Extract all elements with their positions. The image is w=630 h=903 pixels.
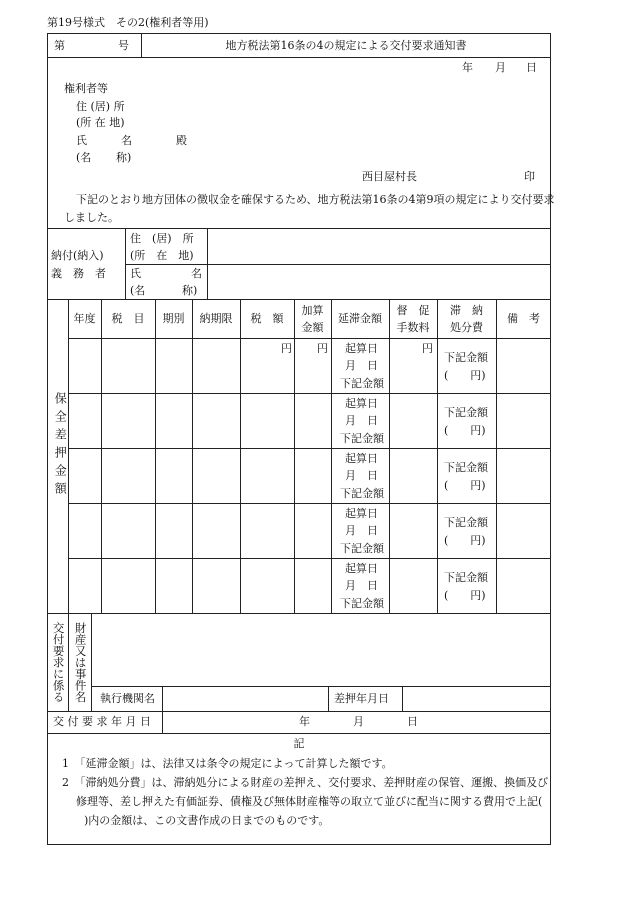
row3-delay-amount: 下記金額 [340,487,384,500]
issuer-seal: 印 [524,170,535,183]
row5-delay-date: 月 日 [345,579,378,592]
row1-delay-date: 月 日 [345,359,378,372]
addressee-name-label-1: 氏 [76,134,87,147]
header-period: 期別 [162,312,185,325]
row1-tax-yen: 円 [281,342,292,355]
row3-disp-yen: ( 円) [444,479,486,492]
taxpayer-divider-2 [207,228,208,299]
row3-delay-start: 起算日 [345,452,378,465]
form-label: 第19号様式 その2(権利者等用) [47,16,209,29]
date-day: 日 [526,61,537,74]
addressee-heading: 権利者等 [64,82,108,95]
taxpayer-mid-line [125,264,551,265]
taxpayer-address-label: 住 (居) 所 [130,232,194,245]
addressee-honorific: 殿 [176,134,187,147]
date-month: 月 [495,61,506,74]
agency-divider-3 [402,686,403,711]
row4-delay-amount: 下記金額 [340,542,384,555]
no-label-dai: 第 [54,39,65,52]
agency-divider-1 [162,686,163,733]
row4-disp-label: 下記金額 [444,516,488,529]
table-col-line-9 [496,299,497,613]
taxpayer-name-label-1: 氏 [130,267,141,280]
addressee-name-label-2: 名 [121,134,132,147]
header-fee-1: 督 促 [396,304,430,317]
row1-add-yen: 円 [317,342,328,355]
header-year: 年度 [73,312,96,325]
row1-delay-amount: 下記金額 [340,377,384,390]
header-due-date: 納期限 [199,312,233,325]
addressee-name-sub-1: (名 [76,151,92,164]
table-bottom-line [47,613,551,614]
header-delay-amount: 延滞金額 [338,312,382,325]
note-item-2-cont-1: 修理等、差し押えた有価証券、債権及び無体財産権等の取立て並びに配当に関する費用で上記( [76,795,543,808]
row5-delay-amount: 下記金額 [340,597,384,610]
header-disposition-2: 処分費 [450,321,483,334]
row2-disp-label: 下記金額 [444,406,488,419]
document-title: 地方税法第16条の4の規定による交付要求通知書 [225,39,467,52]
table-col-line-8 [437,299,438,613]
request-date-label: 交 付 要 求 年 月 日 [53,715,151,728]
taxpayer-divider-1 [125,228,126,299]
table-col-line-3 [192,299,193,613]
row3-disp-label: 下記金額 [444,461,488,474]
property-sub-label: 財産又は事件名 [73,622,88,703]
header-tax-amount: 税 額 [250,312,284,325]
property-divider-2 [91,613,92,711]
header-disposition-1: 滞 納 [450,304,483,317]
taxpayer-name-label-2: 名 [191,267,202,280]
header-fee-2: 手数料 [396,321,430,334]
taxpayer-top-line [47,228,551,229]
row1-fee-yen: 円 [422,342,433,355]
note-item-2: 2 「滞納処分費」は、滞納処分による財産の差押え、交付要求、差押財産の保管、運搬、換価及び [62,776,549,789]
addressee-name-sub-2: 称) [116,151,132,164]
row3-delay-date: 月 日 [345,469,378,482]
request-date-bottom-line [47,733,551,734]
table-row-line-1 [68,393,551,394]
row1-delay-start: 起算日 [345,342,378,355]
seizure-date-label: 差押年月日 [334,692,389,705]
date-year: 年 [462,61,473,74]
agency-label: 執行機関名 [100,692,155,705]
row4-disp-yen: ( 円) [444,534,486,547]
table-col-line-5 [294,299,295,613]
table-col-line-2 [155,299,156,613]
property-side-label: 交付要求に係る [51,622,66,703]
header-additional-1: 加算 [301,304,324,317]
addressee-address-sub: (所 在 地) [76,116,125,129]
request-date-year: 年 [299,715,310,728]
table-side-label: 保全差押金額 [53,392,68,500]
table-row-line-4 [68,558,551,559]
request-date-day: 日 [407,715,418,728]
row2-delay-amount: 下記金額 [340,432,384,445]
taxpayer-name-sub-2: 称) [182,284,198,297]
agency-divider-2 [328,686,329,711]
property-bottom-line [47,711,551,712]
no-label-go: 号 [118,39,129,52]
taxpayer-label-1: 納付(納入) [51,249,104,262]
body-text-line-2: しました。 [64,211,119,224]
row1-disp-label: 下記金額 [444,351,488,364]
table-col-line-1 [101,299,102,613]
table-row-line-3 [68,503,551,504]
table-row-line-2 [68,448,551,449]
header-additional-2: 金額 [301,321,324,334]
row5-delay-start: 起算日 [345,562,378,575]
header-tax-item: 税 目 [111,312,145,325]
header-remarks: 備 考 [507,312,540,325]
row4-delay-start: 起算日 [345,507,378,520]
row5-disp-yen: ( 円) [444,589,486,602]
table-col-line-6 [331,299,332,613]
table-col-line-7 [389,299,390,613]
taxpayer-bottom-line [47,299,551,300]
note-item-2-cont-2: )内の金額は、この文書作成の日までのものです。 [84,814,330,827]
taxpayer-address-sub: (所 在 地) [130,249,194,262]
row5-disp-label: 下記金額 [444,571,488,584]
property-divider-1 [68,613,69,711]
taxpayer-label-2: 義 務 者 [51,267,106,280]
property-agency-line [91,686,551,687]
issuer-mayor: 西目屋村長 [362,170,417,183]
taxpayer-name-sub-1: (名 [130,284,146,297]
row4-delay-date: 月 日 [345,524,378,537]
row2-delay-start: 起算日 [345,397,378,410]
table-header-line [68,338,551,339]
body-text-line-1: 下記のとおり地方団体の徴収金を確保するため、地方税法第16条の4第9項の規定により交付要求 [76,193,555,206]
table-col-line-4 [240,299,241,613]
row2-disp-yen: ( 円) [444,424,486,437]
notes-heading: 記 [293,737,305,750]
header-bottom-line [47,57,551,58]
note-item-1: 1 「延滞金額」は、法律又は条令の規定によって計算した額です。 [62,757,393,770]
addressee-address-label: 住 (居) 所 [76,100,125,113]
request-date-month: 月 [353,715,364,728]
row1-disp-yen: ( 円) [444,369,486,382]
row2-delay-date: 月 日 [345,414,378,427]
